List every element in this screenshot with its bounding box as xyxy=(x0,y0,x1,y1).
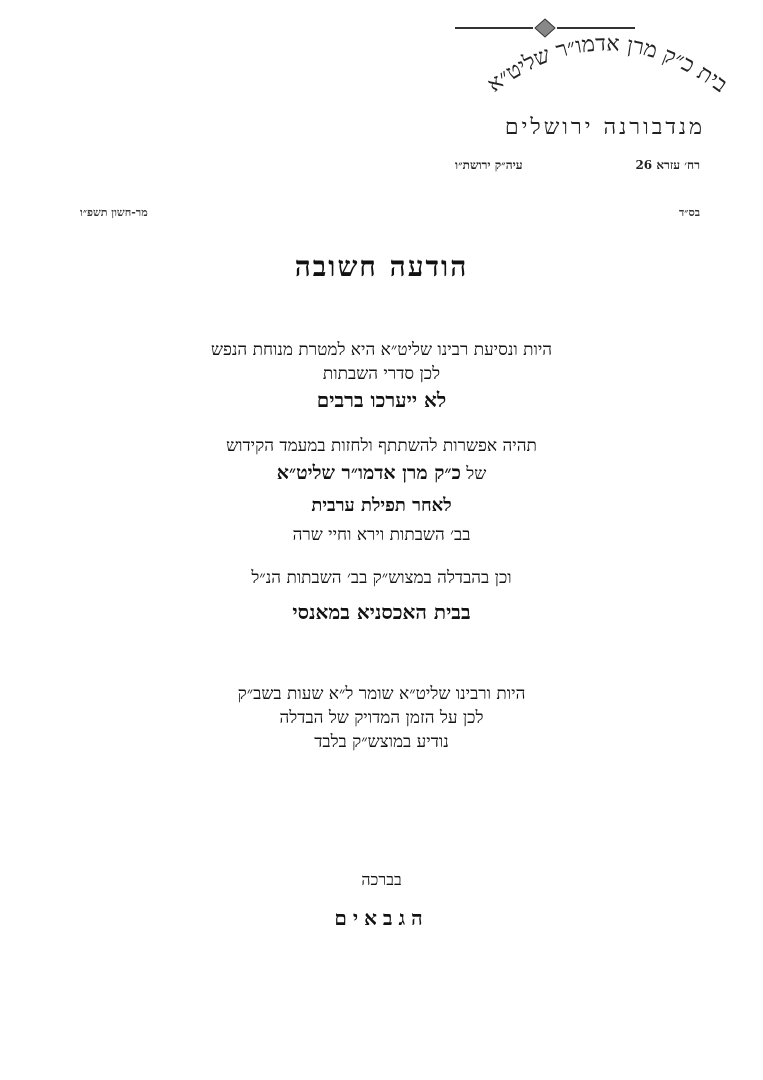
p4-line2: לכן על הזמן המדויק של הבדלה xyxy=(279,708,484,728)
meta-row xyxy=(80,206,700,219)
bsd-mark: בס״ד xyxy=(678,206,700,219)
paragraph-4 xyxy=(0,682,763,754)
p2-line2-emph: כ״ק מרן אדמו״ר שליט״א xyxy=(276,462,461,484)
org-name: מנדבורנה ירושלים xyxy=(504,115,706,140)
p2-line1: תהיה אפשרות להשתתף ולחזות במעמד הקידוש xyxy=(226,436,537,456)
p1-line1: היות ונסיעת רבינו שליט״א היא למטרת מנוחת הנפש xyxy=(210,340,553,360)
p1-line2: לכן סדרי השבתות xyxy=(322,364,441,384)
paragraph-1 xyxy=(0,338,763,414)
letterhead xyxy=(455,18,755,188)
p2-line4: בב׳ השבתות וירא וחיי שרה xyxy=(292,525,471,545)
closing-blessing: בברכה xyxy=(361,870,402,889)
closing xyxy=(0,868,763,930)
p2-line3: לאחר תפילת ערבית xyxy=(311,495,452,516)
p3-line1: וכן בהבדלה במצוש״ק בב׳ השבתות הנ״ל xyxy=(251,568,512,588)
p4-line1: היות ורבינו שליט״א שומר ל״א שעות בשב״ק xyxy=(237,684,526,704)
notice-title: הודעה חשובה xyxy=(294,250,469,283)
arc-title-text: בית כ״ק מרן אדמו״ר שליט״א xyxy=(482,31,732,98)
p2-line2 xyxy=(0,458,763,489)
address-row xyxy=(455,158,700,173)
diamond-divider xyxy=(455,18,635,38)
city-name: עיה״ק ירושת״ו xyxy=(455,158,523,172)
hebrew-date: מר-חשון תשפ״ו xyxy=(80,206,148,219)
street-address: רח׳ עזרא 26 xyxy=(635,158,700,172)
closing-signer: הגבאים xyxy=(334,906,429,930)
p3-line2: בבית האכסניא במאנסי xyxy=(292,600,471,624)
p4-line3: נודיע במוצש״ק בלבד xyxy=(314,732,449,752)
paragraph-2 xyxy=(0,434,763,547)
p2-line2-prefix: של xyxy=(466,464,487,484)
paragraph-3 xyxy=(0,566,763,634)
p1-line3: לא ייערכו ברבים xyxy=(316,388,447,412)
